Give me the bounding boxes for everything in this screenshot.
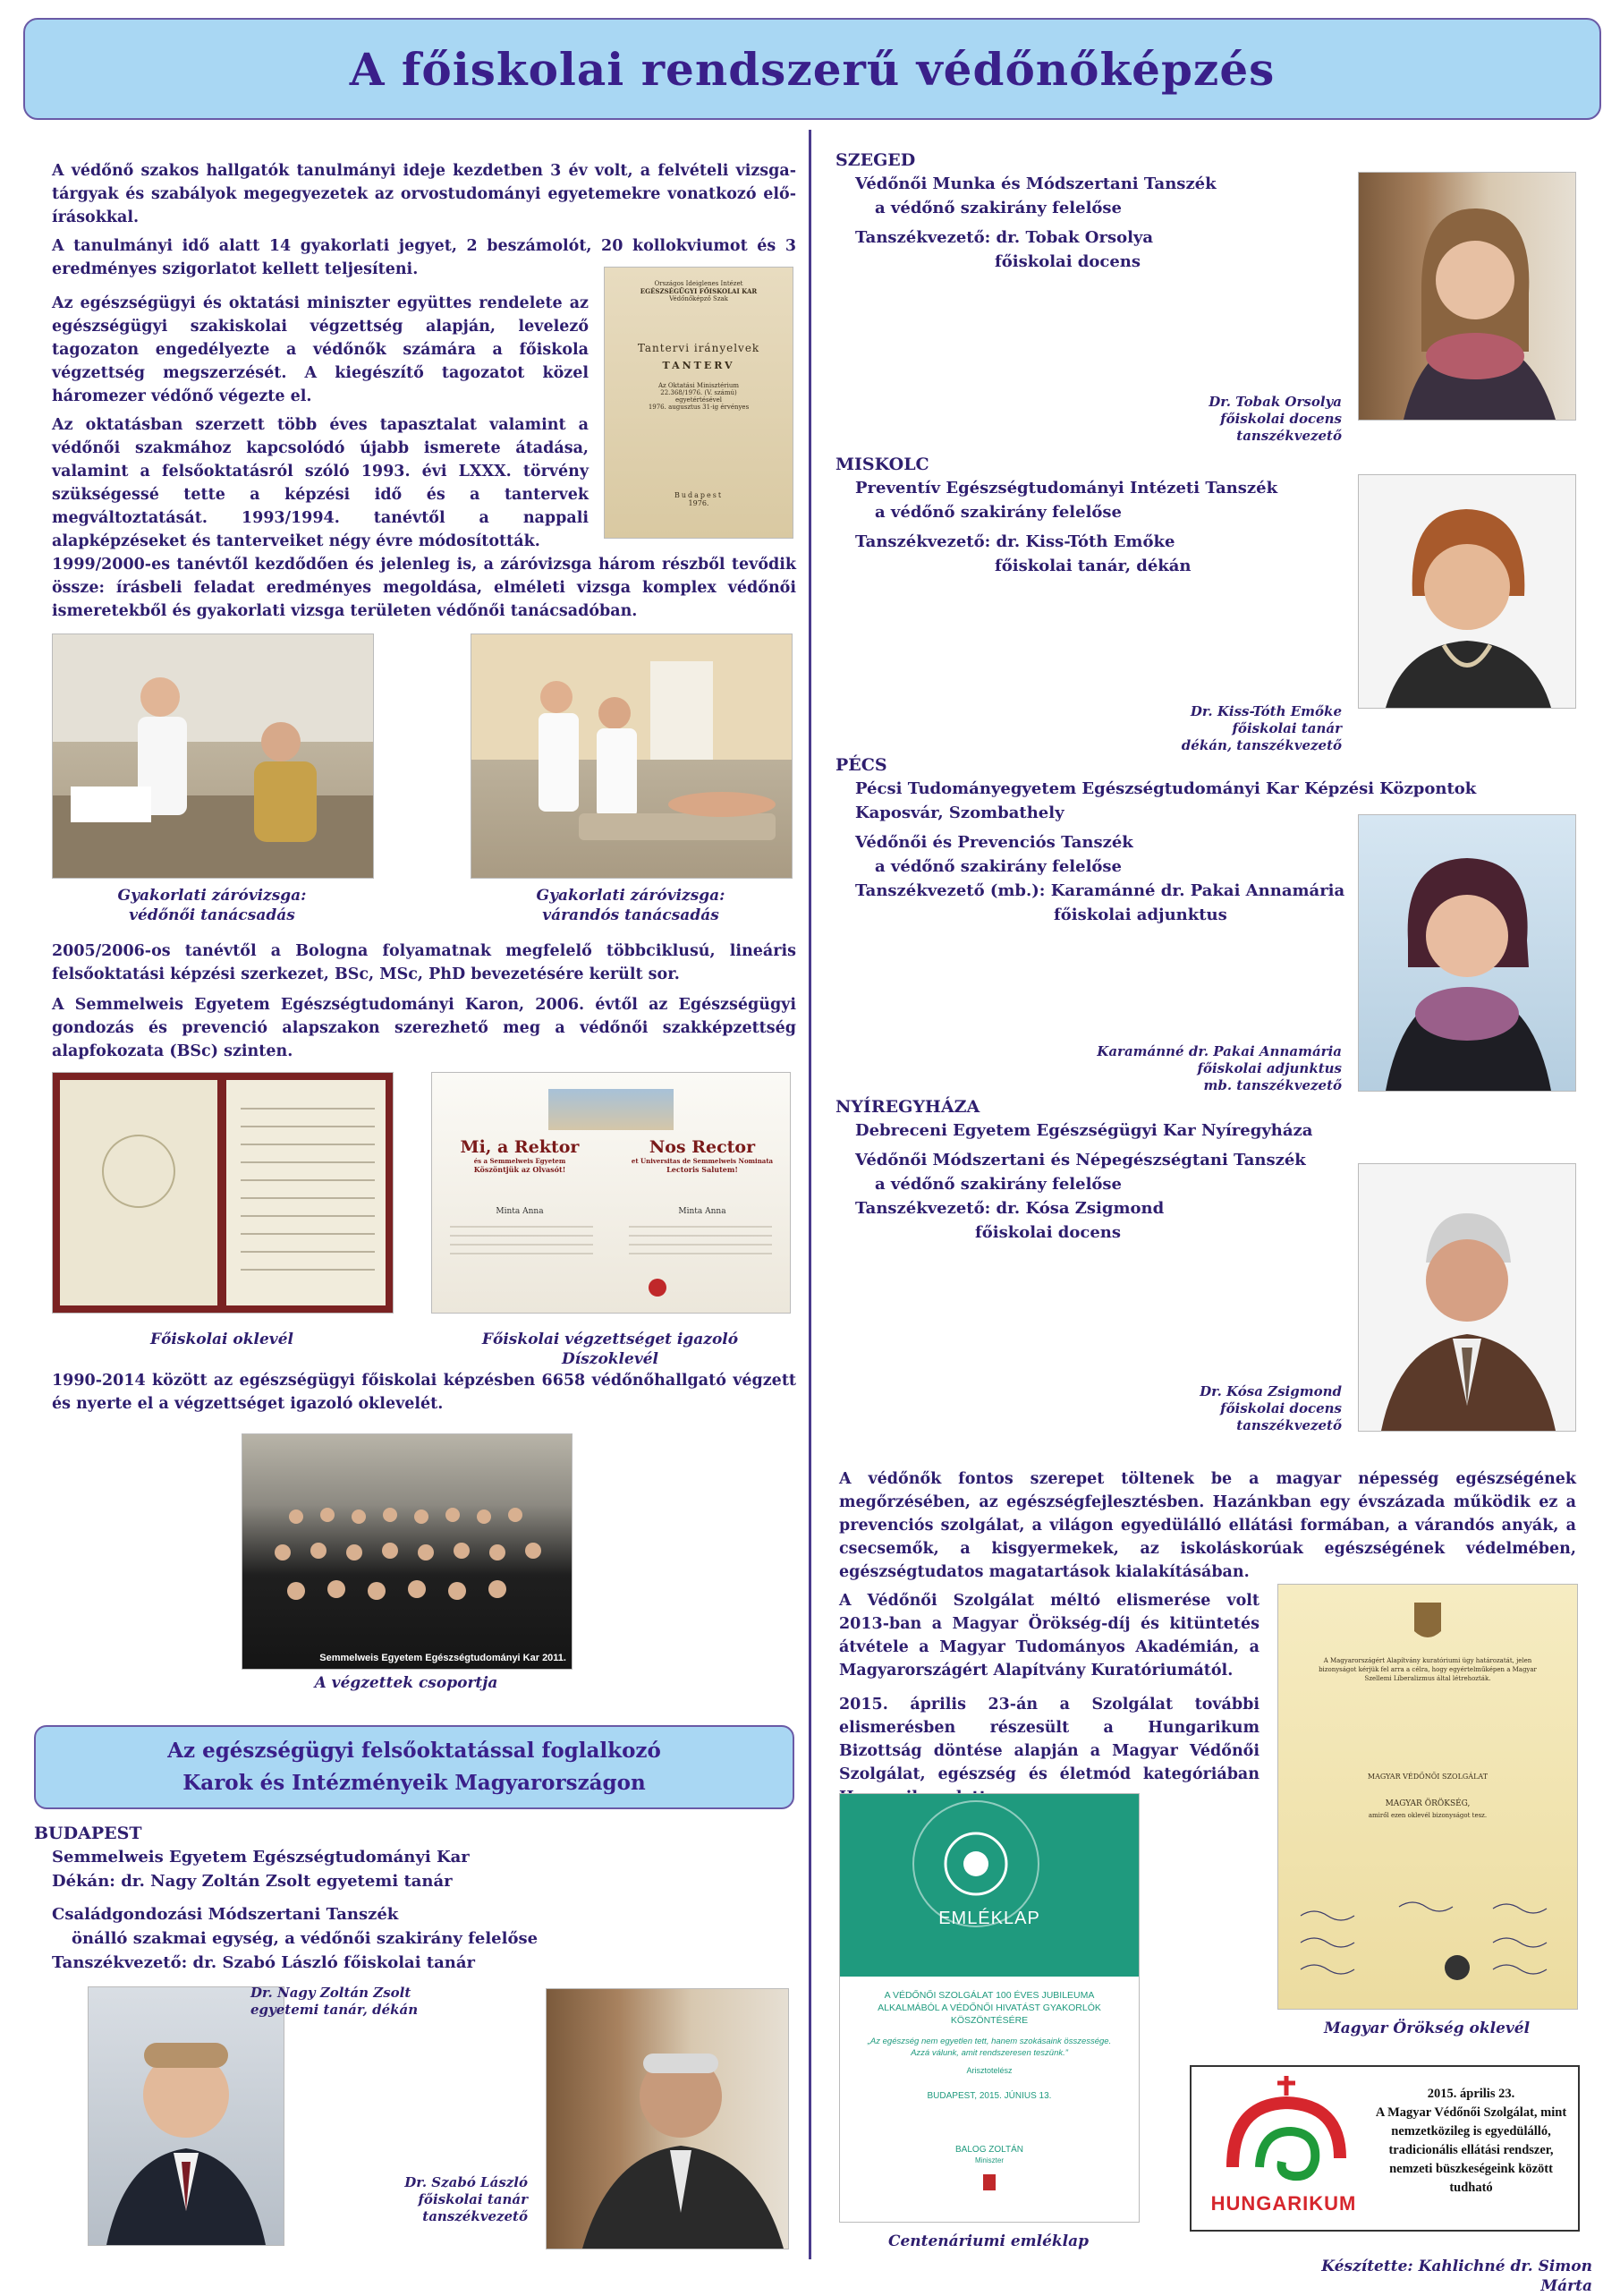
exam-paragraph: A tanulmányi idő alatt 14 gyakorlati jegyet, 2 beszámolót, 20 kollokviumot és 3 eredményes szigorlatot kellett teljesíteni. xyxy=(52,237,796,278)
budapest-faculty: Semmelweis Egyetem Egészségtudományi Kar xyxy=(52,1848,470,1867)
caption-memorial-card: Centenáriumi emléklap xyxy=(887,2232,1090,2250)
miskolc-title: főiskolai tanár, dékán xyxy=(995,557,1192,575)
institutions-banner-line: Az egészségügyi felsőoktatással foglalkozó xyxy=(167,1739,661,1763)
caption-line: főiskolai tanár xyxy=(1232,720,1342,736)
caption-line: Gyakorlati záróvizsga: xyxy=(536,887,725,905)
institutions-banner xyxy=(34,1725,794,1809)
caption-nagy-zoltan xyxy=(250,1985,443,2019)
caption-line: főiskolai adjunktus xyxy=(1197,1060,1342,1076)
diploma-text-lines xyxy=(432,1073,790,1313)
city-szeged: SZEGED xyxy=(835,150,916,170)
caption-line: Karamánné dr. Pakai Annamária xyxy=(1097,1043,1342,1059)
role-paragraph: A védőnők fontos szerepet töltenek be a magyar népesség egészségének megőrzésében, az egészségfejlesztésben. Hazánkban egy évszázada működik ez a prevenciós szolgálat, a világon egyedülálló ellátási formában, a várandós anyák, a csecsemők, a kisgyermekek, az iskoláskorúak egészségének védelmében, egészségtudatos magatartások kialakításában. xyxy=(839,1470,1576,1581)
book-line: EGÉSZSÉGÜGYI FŐISKOLAI KAR xyxy=(640,287,758,295)
nyiregyhaza-faculty: Debreceni Egyetem Egészségügyi Kar Nyíregyháza xyxy=(855,1121,1313,1140)
book-line: 1976. augusztus 31-ig érvényes xyxy=(648,404,750,411)
caption-kosa-zsigmond xyxy=(1163,1383,1342,1434)
certificate-intro: A Magyarországért Alapítvány kuratóriumi ügy határozatát, jelen bizonyságot kérjük fel arra a célra, hogy egyértelműképen a Magyar Szellemi Líberalizmus által létrehozták. xyxy=(1319,1657,1537,1682)
caption-exam-counseling xyxy=(52,886,372,925)
diploma-sub-la: et Universitas de Semmelweis Nominata xyxy=(631,1157,774,1165)
szeged-title: főiskolai docens xyxy=(995,252,1141,271)
title-banner xyxy=(23,18,1601,120)
group-photo-caption-overlay: Semmelweis Egyetem Egészségtudományi Kar 2011. xyxy=(319,1653,566,1663)
card-place-date: BUDAPEST, 2015. JÚNIUS 13. xyxy=(927,2091,1052,2101)
pecs-centres: Kaposvár, Szombathely xyxy=(855,804,1064,822)
miskolc-responsibility: a védőnő szakirány felelőse xyxy=(875,503,1122,522)
hungarikum-paragraph: 2015. április 23-án a Szolgálat további elismerésben részesült a Hungarikum Bizottság döntése alapján a Magyar Védőnői Szolgálat, egészség és életmód kategóriában xyxy=(839,1696,1260,1783)
book-line: TANTERV xyxy=(662,360,735,371)
college-diploma-image xyxy=(52,1072,394,1314)
caption-line: Dr. Tobak Orsolya xyxy=(1209,394,1342,410)
caption-heritage-certificate: Magyar Örökség oklevél xyxy=(1323,2020,1531,2037)
caption-line: védőnői tanácsadás xyxy=(129,906,295,924)
bologna-paragraph: 2005/2006-os tanévtől a Bologna folyamatnak megfelelő többciklusú, lineáris felsőoktatási képzési szerkezet, BSc, MSc, PhD bevezetésére került sor. xyxy=(52,942,796,983)
caption-szabo-laszlo xyxy=(376,2174,528,2225)
caption-line: tanszékvezető xyxy=(1236,1417,1342,1433)
pecs-head: Tanszékvezető (mb.): Karamánné dr. Pakai Annamária xyxy=(855,881,1345,900)
certificate-signatures xyxy=(1278,1585,1577,2009)
graduates-group-photo xyxy=(242,1433,573,1670)
budapest-unit: önálló szakmai egység, a védőnői szakirány felelőse xyxy=(72,1929,539,1948)
final-exam-paragraph: 1999/2000-es tanévtől kezdődően és jelenleg is, a záróvizsga három részből tevődik össze: írásbeli feladat eredményes megoldása, elméleti vizsga komplex védőnői ismeretekből és gyakorlati vizsga területen védőnői tanácsadóban. xyxy=(52,556,796,620)
heritage-paragraph: A Védőnői Szolgálat méltó elismerése volt 2013-ban a Magyar Örökség-díj és kitüntetés átvétele a Magyar Tudományos Akadémián, a Magyarországért Alapítvány Kuratóriumától. xyxy=(839,1592,1260,1679)
book-line: Országos Ideiglenes Intézet xyxy=(654,280,743,287)
exam-photo-pregnancy xyxy=(471,634,793,879)
exam-photo-counseling xyxy=(52,634,374,879)
caption-line: Dr. Kósa Zsigmond xyxy=(1200,1383,1342,1399)
szeged-department: Védőnői Munka és Módszertani Tanszék xyxy=(855,174,1217,193)
nurses-illustration xyxy=(53,634,373,878)
nyiregyhaza-title: főiskolai docens xyxy=(975,1223,1122,1242)
heritage-certificate-image xyxy=(1277,1584,1578,2010)
caption-line: tanszékvezető xyxy=(422,2208,528,2224)
diploma-name-hu: Minta Anna xyxy=(496,1207,544,1216)
portrait-kosa-zsigmond xyxy=(1358,1163,1576,1432)
caption-exam-pregnancy xyxy=(471,886,791,925)
author-credit: Készítette: Kahlichné dr. Simon Márta xyxy=(1321,2258,1592,2295)
book-line: 22.368/1976. (V. számú) xyxy=(660,389,737,396)
portrait-pakai-annamaria xyxy=(1358,814,1576,1092)
caption-line: Dr. Kiss-Tóth Emőke xyxy=(1190,703,1342,719)
book-line: 1976. xyxy=(688,499,709,507)
pecs-faculty: Pécsi Tudományegyetem Egészségtudományi Kar Képzési Központok xyxy=(855,779,1477,798)
caption-line: Dr. Szabó László xyxy=(404,2174,528,2190)
portrait-silhouette xyxy=(1359,1164,1575,1431)
card-subtitle: A VÉDŐNŐI SZOLGÁLAT 100 ÉVES JUBILEUMA ALKALMÁBÓL A VÉDŐNŐI HIVATÁST GYAKORLÓK KÖSZÖNTÉSÉRE xyxy=(878,1990,1101,2026)
caption-line: dékán, tanszékvezető xyxy=(1181,737,1342,753)
card-quote-author: Arisztotelész xyxy=(966,2066,1013,2075)
portrait-silhouette xyxy=(1359,475,1575,708)
caption-line: mb. tanszékvezető xyxy=(1203,1077,1342,1093)
book-line: Tantervi irányelvek xyxy=(637,342,760,354)
book-line: Budapest xyxy=(674,491,724,499)
portrait-kiss-toth-emoke xyxy=(1358,474,1576,709)
book-line: Védőnőképző Szak xyxy=(669,295,728,302)
caption-honorary-diploma: Főiskolai végzettséget igazoló Díszoklevél xyxy=(481,1331,739,1368)
pecs-department: Védőnői és Prevenciós Tanszék xyxy=(855,833,1133,852)
caption-line: tanszékvezető xyxy=(1236,428,1342,444)
nurses-illustration-2 xyxy=(471,634,792,878)
diploma-sub2-la: Lectoris Salutem! xyxy=(666,1165,738,1174)
budapest-section xyxy=(52,1845,794,1975)
budapest-department: Családgondozási Módszertani Tanszék xyxy=(52,1905,399,1924)
graduates-paragraph: 1990-2014 között az egészségügyi főiskolai képzésben 6658 védőnőhallgató végzett és nyerte el a végzettséget igazoló oklevelét. xyxy=(52,1372,796,1413)
city-nyiregyhaza: NYÍREGYHÁZA xyxy=(835,1097,980,1117)
book-line: Az Oktatási Minisztérium xyxy=(657,382,740,389)
portrait-nagy-zoltan xyxy=(88,1986,284,2246)
decree-paragraph: Az egészségügyi és oktatási miniszter együttes rendelete az egészségügyi szakiskolai végzettség alapján, levelező tagozaton engedélyezte a védőnők számára a főiskola végzettség megszerzését. A kiegészítő tagozatot közel háromezer védőnő végezte el. xyxy=(52,294,589,405)
miskolc-section xyxy=(855,476,1356,578)
pecs-responsibility: a védőnő szakirány felelőse xyxy=(875,857,1122,876)
certificate-heading: MAGYAR ÖRÖKSÉG, xyxy=(1385,1799,1471,1808)
card-crest xyxy=(840,1794,1139,2222)
miskolc-department: Preventív Egészségtudományi Intézeti Tanszék xyxy=(855,479,1278,497)
bsc-paragraph: A Semmelweis Egyetem Egészségtudományi Karon, 2006. évtől az Egészségügyi gondozás és prevenció alapszakon szerezhető meg a védőnői szakképzettség alapfokozata (BSc) szinten. xyxy=(52,996,796,1060)
diploma-heading-la: Nos Rector xyxy=(649,1137,756,1157)
szeged-head: Tanszékvezető: dr. Tobak Orsolya xyxy=(855,228,1154,247)
honorary-diploma-image xyxy=(431,1072,791,1314)
portrait-szabo-laszlo xyxy=(546,1988,789,2249)
card-signer: BALOG ZOLTÁN xyxy=(955,2145,1023,2155)
certificate-title: MAGYAR VÉDŐNŐI SZOLGÁLAT xyxy=(1367,1773,1489,1781)
intro-paragraph: A védőnő szakos hallgatók tanulmányi ideje kezdetben 3 év volt, a felvételi vizsga-tárgyak és szabályok megegyezetek az orvostudományi egyetemekre vonatkozó elő-írásokkal. xyxy=(52,162,796,226)
city-pecs: PÉCS xyxy=(835,755,887,775)
pecs-title: főiskolai adjunktus xyxy=(1054,906,1227,924)
caption-pakai-annamaria xyxy=(1056,1043,1342,1094)
hungarikum-text: A Magyar Védőnői Szolgálat, mint nemzetközileg is egyedülálló, tradicionális ellátási rendszer, nemzeti büszkeségeink között tudható xyxy=(1375,2105,1567,2195)
institutions-banner-line: Karok és Intézményeik Magyarországon xyxy=(182,1771,646,1795)
caption-kiss-toth-emoke xyxy=(1163,703,1342,754)
page-title: A főiskolai rendszerű védőnőképzés xyxy=(349,42,1276,96)
city-budapest: BUDAPEST xyxy=(34,1824,142,1843)
szeged-responsibility: a védőnő szakirány felelőse xyxy=(875,199,1122,217)
budapest-dean: Dékán: dr. Nagy Zoltán Zsolt egyetemi tanár xyxy=(52,1872,453,1891)
certificate-sub: amiről ezen oklevél bizonyságot tesz. xyxy=(1368,1812,1488,1819)
caption-line: Dr. Nagy Zoltán Zsolt xyxy=(250,1985,411,2001)
curriculum-book-image xyxy=(604,267,793,539)
budapest-head: Tanszékvezető: dr. Szabó László főiskolai tanár xyxy=(52,1953,476,1972)
book-line: egyetértésével xyxy=(674,396,723,404)
portrait-silhouette xyxy=(1359,815,1575,1091)
group-faces xyxy=(242,1434,572,1669)
experience-paragraph: Az oktatásban szerzett több éves tapasztalat valamint a védőnői szakmához kapcsolódó újabb ismerete átadása, valamint a felsőoktatásról szóló 1993. évi LXXX. törvény szükségessé tette a képzési idő és a tantervek megváltoztatását. 1993/1994. tanévtől a nappali alapképzéseket és tanterveiket négy évre módosították. xyxy=(52,416,589,550)
nyiregyhaza-responsibility: a védőnő szakirány felelőse xyxy=(875,1175,1122,1194)
caption-line: főiskolai tanár xyxy=(418,2191,528,2207)
card-signer-role: Miniszter xyxy=(974,2156,1004,2164)
hungarikum-logo-text: HUNGARIKUM xyxy=(1210,2192,1357,2215)
card-title: EMLÉKLAP xyxy=(938,1909,1040,1928)
diploma-sub-hu: és a Semmelweis Egyetem xyxy=(473,1157,566,1165)
nyiregyhaza-section xyxy=(855,1118,1356,1245)
nyiregyhaza-department: Védőnői Módszertani és Népegészségtani Tanszék xyxy=(855,1151,1306,1169)
hungarikum-statement xyxy=(1370,2085,1572,2198)
portrait-silhouette xyxy=(547,1989,788,2249)
column-divider xyxy=(809,130,811,2259)
caption-line: főiskolai docens xyxy=(1220,411,1342,427)
hungarikum-box xyxy=(1190,2065,1580,2232)
szeged-section xyxy=(855,172,1338,274)
card-quote: „Az egészség nem egyetlen tett, hanem szokásaink összessége. Azzá válunk, amit rendszeresen teszünk.” xyxy=(867,2037,1112,2058)
portrait-silhouette xyxy=(89,1987,284,2245)
diploma-heading-hu: Mi, a Rektor xyxy=(460,1137,580,1157)
diploma-lines xyxy=(53,1073,393,1313)
portrait-silhouette xyxy=(1359,173,1575,420)
caption-line: várandós tanácsadás xyxy=(542,906,719,924)
diploma-name-la: Minta Anna xyxy=(678,1207,726,1216)
caption-line: Gyakorlati záróvizsga: xyxy=(117,887,307,905)
portrait-tobak-orsolya xyxy=(1358,172,1576,421)
caption-group-photo: A végzettek csoportja xyxy=(314,1674,498,1692)
miskolc-head: Tanszékvezető: dr. Kiss-Tóth Emőke xyxy=(855,532,1175,551)
diploma-sub2-hu: Köszöntjük az Olvasót! xyxy=(473,1165,566,1174)
caption-line: egyetemi tanár, dékán xyxy=(250,2002,419,2018)
hungarikum-date: 2015. április 23. xyxy=(1427,2087,1515,2101)
caption-tobak-orsolya xyxy=(1163,394,1342,445)
nyiregyhaza-head: Tanszékvezető: dr. Kósa Zsigmond xyxy=(855,1199,1165,1218)
centenary-memorial-card xyxy=(839,1793,1140,2223)
caption-line: főiskolai docens xyxy=(1220,1400,1342,1416)
city-miskolc: MISKOLC xyxy=(835,455,929,474)
caption-college-diploma: Főiskolai oklevél xyxy=(150,1331,293,1348)
